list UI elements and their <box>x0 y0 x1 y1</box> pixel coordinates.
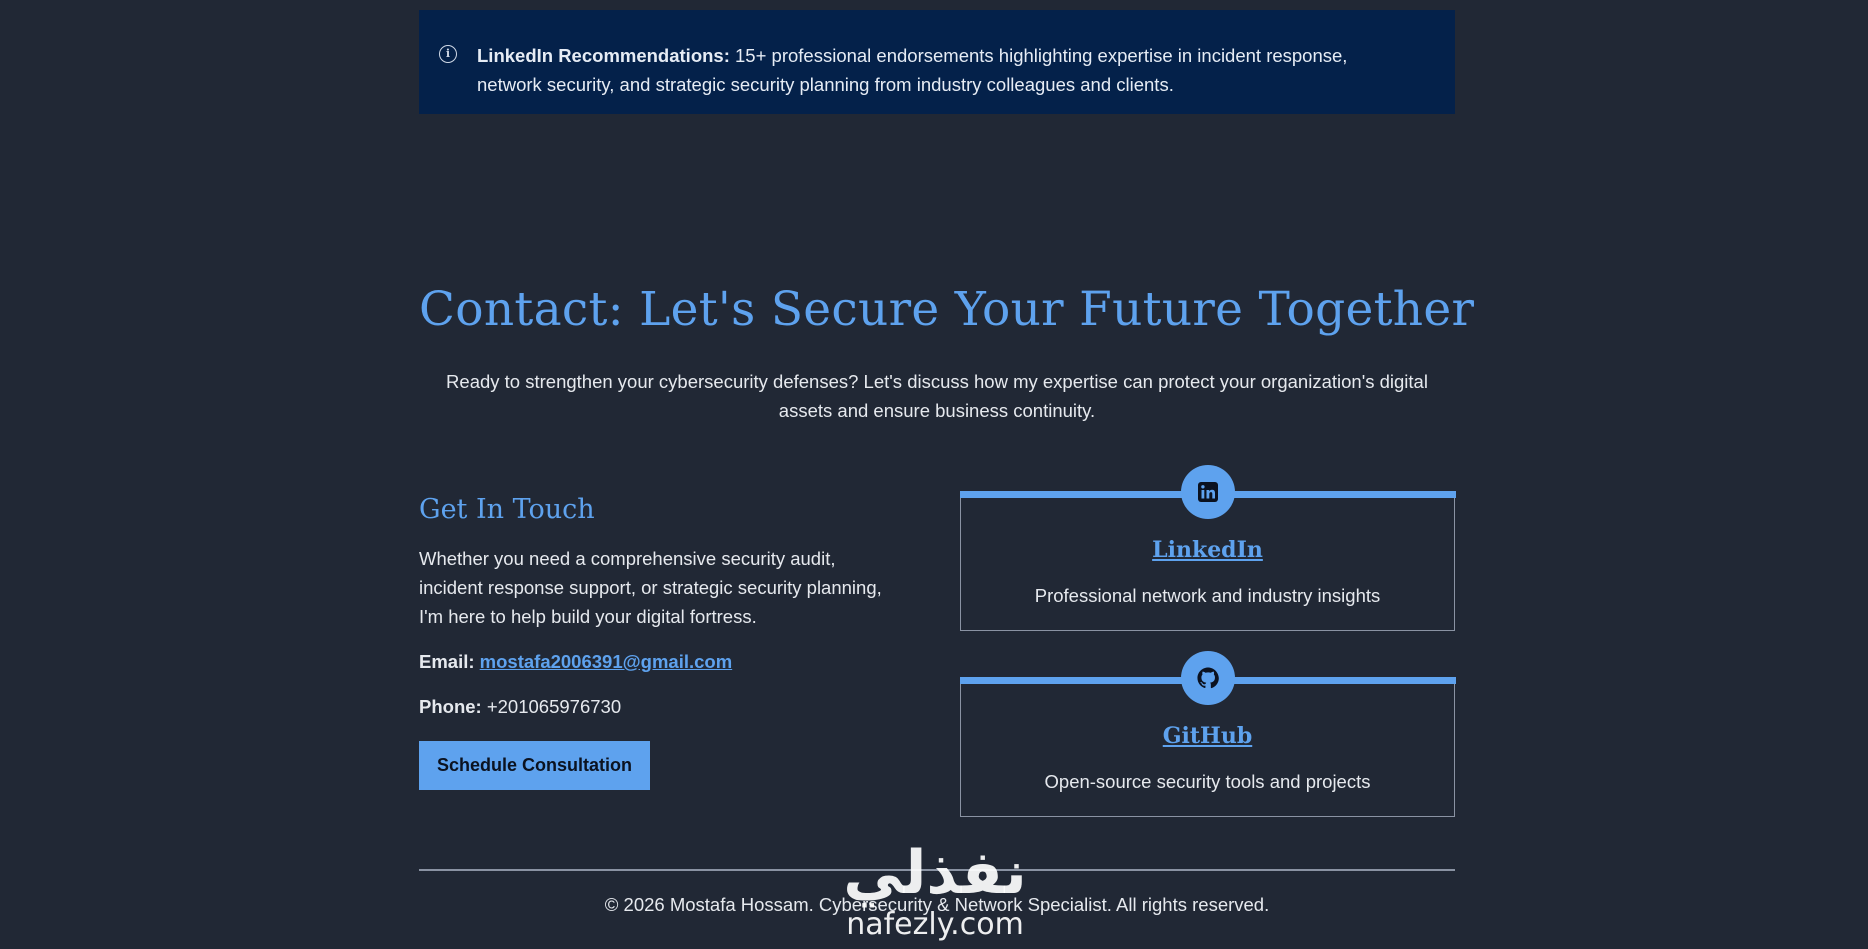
watermark-arabic: نفذلي <box>843 838 1027 908</box>
contact-intro: Ready to strengthen your cybersecurity defenses? Let's discuss how my expertise can protect your organization's digital assets and ensure business continuity. <box>446 371 1428 421</box>
github-description: Open-source security tools and projects <box>1044 771 1371 792</box>
watermark-latin: nafezly.com <box>846 907 1024 942</box>
linkedin-recommendations-alert <box>419 10 1455 114</box>
footer-divider <box>419 869 1455 871</box>
linkedin-description: Professional network and industry insights <box>1034 585 1381 606</box>
footer-copyright: © 2026 Mostafa Hossam. Cybersecurity & Network Specialist. All rights reserved. <box>604 894 1270 915</box>
github-icon <box>1181 651 1235 705</box>
get-in-touch-column <box>419 490 899 790</box>
phone-line <box>419 692 899 721</box>
email-link[interactable]: mostafa2006391@gmail.com <box>479 651 733 672</box>
alert-text: 15+ professional endorsements highlighting expertise in incident response, network security, and strategic security planning from industry colleagues and clients. <box>477 45 1348 95</box>
linkedin-link[interactable]: LinkedIn <box>1152 537 1263 563</box>
email-line <box>419 647 899 676</box>
github-link[interactable]: GitHub <box>1162 723 1253 749</box>
email-label: Email: <box>419 651 475 672</box>
contact-section-title: Contact: Let's Secure Your Future Together <box>419 282 1475 337</box>
get-in-touch-description: Whether you need a comprehensive security audit, incident response support, or strategic security planning, I'm here to help build your digital fortress. <box>419 548 882 627</box>
watermark-logo <box>820 838 1050 946</box>
phone-value: +201065976730 <box>486 696 622 717</box>
phone-label: Phone: <box>419 696 482 717</box>
linkedin-card[interactable] <box>960 491 1455 631</box>
alert-title: LinkedIn Recommendations: <box>477 45 730 66</box>
github-card[interactable] <box>960 677 1455 817</box>
schedule-consultation-button[interactable]: Schedule Consultation <box>419 741 650 790</box>
linkedin-icon <box>1181 465 1235 519</box>
get-in-touch-heading: Get In Touch <box>419 494 595 525</box>
info-icon: i <box>439 45 457 63</box>
